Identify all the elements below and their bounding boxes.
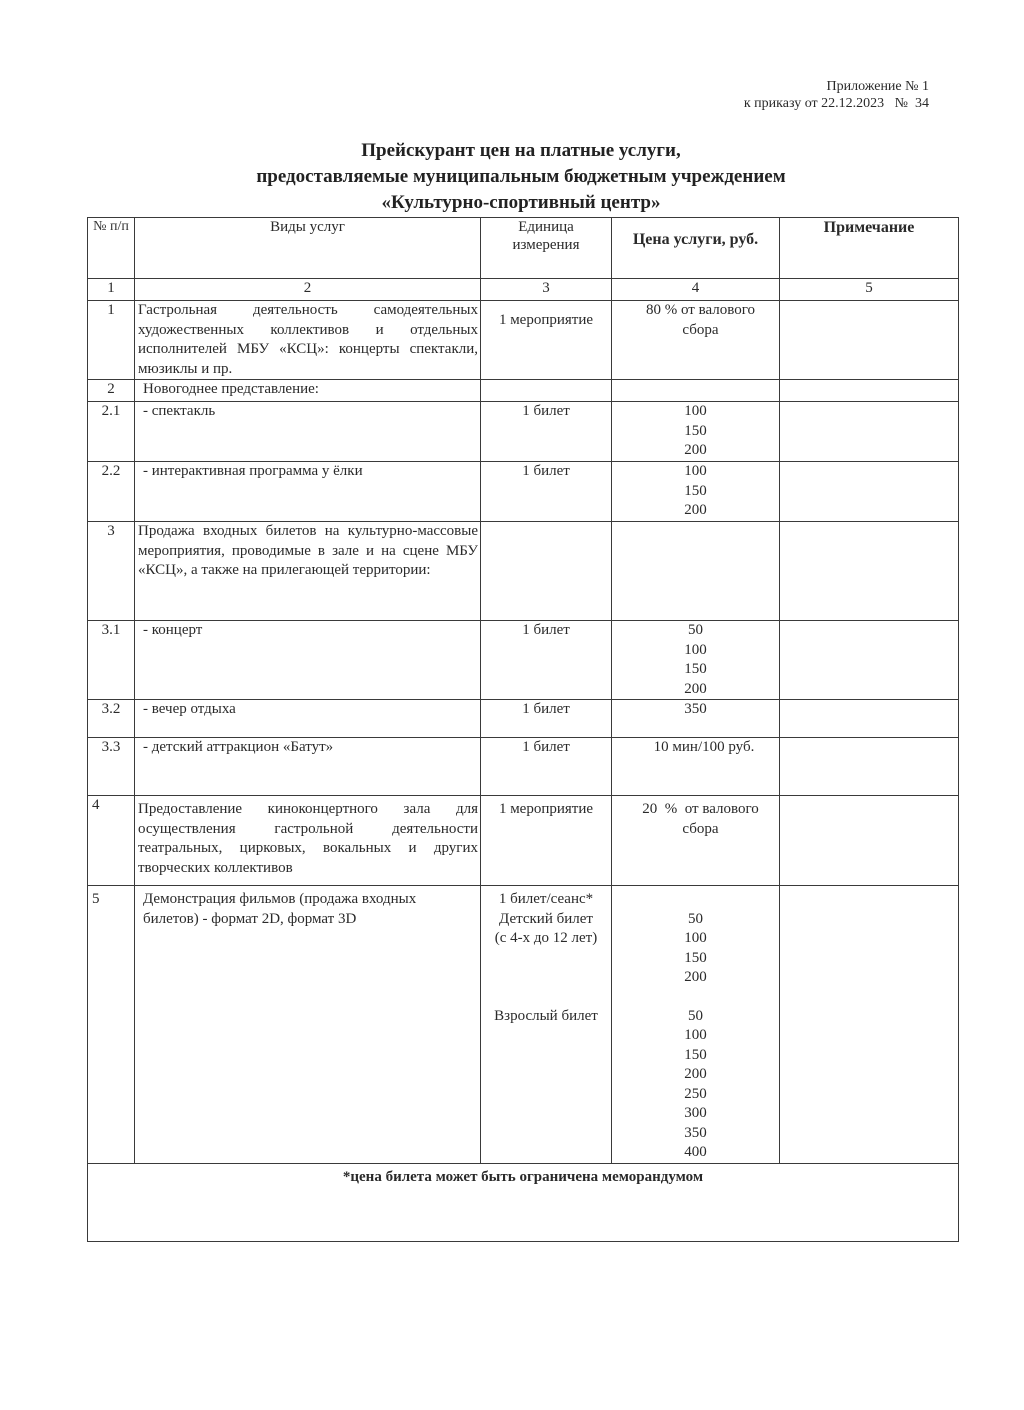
- header-num: № п/п: [88, 218, 135, 279]
- table-row: [88, 402, 959, 462]
- column-number: 2: [135, 279, 481, 301]
- annex-line-2: к приказу от 22.12.2023 № 34: [743, 96, 929, 111]
- row-unit: 1 билет: [481, 402, 612, 462]
- child-price-value: 150: [684, 949, 707, 966]
- column-numbers-row: [88, 279, 959, 301]
- row-service: Гастрольная деятельность самодеятельных художественных коллективов и отдельных исполнителей МБУ «КСЦ»: концерты спектакли, мюзиклы и пр.: [135, 301, 481, 380]
- row-unit: 1 мероприятие: [481, 301, 612, 380]
- price-value: 200: [684, 680, 707, 697]
- table-row: [88, 700, 959, 738]
- row-unit: [481, 522, 612, 621]
- row-price: [612, 522, 780, 621]
- row-num: 2.1: [88, 402, 135, 462]
- price-value: 200: [684, 442, 707, 458]
- row-service: - спектакль: [135, 402, 481, 462]
- row-service: - интерактивная программа у ёлки: [135, 462, 481, 522]
- header-price: Цена услуги, руб.: [612, 218, 780, 279]
- adult-price-value: 50: [688, 1007, 703, 1024]
- price-value: 150: [684, 661, 707, 677]
- row-note: [780, 402, 959, 462]
- row-note: [780, 522, 959, 621]
- row-prices: [612, 402, 780, 462]
- column-number: 4: [612, 279, 780, 301]
- price-value: 350: [684, 701, 707, 717]
- row-unit: 1 билет: [481, 462, 612, 522]
- table-row: [88, 621, 959, 700]
- row-price: 10 мин/100 руб.: [612, 738, 780, 796]
- row-prices: [612, 621, 780, 700]
- table-row: [88, 738, 959, 796]
- header-note: Примечание: [780, 218, 959, 279]
- row-num: 1: [88, 301, 135, 380]
- row-note: [780, 700, 959, 738]
- adult-price-value: 200: [684, 1066, 707, 1082]
- price-value: 50: [688, 622, 703, 638]
- row-service: Новогоднее представление:: [135, 380, 481, 402]
- header-service: Виды услуг: [135, 218, 481, 279]
- price-value: 100: [684, 641, 707, 658]
- price-value: 100: [684, 463, 707, 479]
- row-unit: [481, 380, 612, 402]
- row-num: 4: [88, 796, 135, 886]
- row-num: 3: [88, 522, 135, 621]
- table-row: [88, 796, 959, 886]
- child-price-value: 100: [684, 930, 707, 946]
- row-num: 3.3: [88, 738, 135, 796]
- row-num: 2.2: [88, 462, 135, 522]
- header-row: [88, 218, 959, 279]
- row-price: [612, 380, 780, 402]
- row-price: 20 % от валового сбора: [612, 796, 780, 886]
- column-number: 1: [88, 279, 135, 301]
- row-prices: [612, 886, 780, 1164]
- header-unit: Единица измерения: [481, 218, 612, 279]
- footnote: *цена билета может быть ограничена меморандумом: [88, 1163, 959, 1241]
- price-value: 100: [684, 403, 707, 419]
- adult-price-value: 250: [684, 1085, 707, 1102]
- row-unit: 1 билет: [481, 621, 612, 700]
- row-note: [780, 738, 959, 796]
- row-price: 80 % от валового сбора: [612, 301, 780, 380]
- adult-price-value: 300: [684, 1105, 707, 1121]
- row-service: - вечер отдыха: [135, 700, 481, 738]
- title-line-3: «Культурно-спортивный центр»: [381, 192, 661, 213]
- footnote-row: [88, 1163, 959, 1241]
- child-ticket-label: Детский билет: [499, 910, 593, 927]
- table-row: [88, 522, 959, 621]
- adult-ticket-label: Взрослый билет: [494, 1007, 598, 1024]
- row-service: - концерт: [135, 621, 481, 700]
- price-value: 150: [684, 422, 707, 439]
- row-num: 3.1: [88, 621, 135, 700]
- row-num: 2: [88, 380, 135, 402]
- row-note: [780, 301, 959, 380]
- row-service: Демонстрация фильмов (продажа входных билетов) - формат 2D, формат 3D: [135, 886, 481, 1164]
- title-line-2: предоставляемые муниципальным бюджетным учреждением: [256, 166, 786, 187]
- row-unit: 1 мероприятие: [481, 796, 612, 886]
- row-unit: [481, 886, 612, 1164]
- table-row: [88, 301, 959, 380]
- child-ticket-age: (с 4-х до 12 лет): [494, 930, 598, 946]
- row-unit: 1 билет: [481, 738, 612, 796]
- row-service: Продажа входных билетов на культурно-массовые мероприятия, проводимые в зале и на сцене МБУ «КСЦ», а также на прилегающей территории:: [135, 522, 481, 621]
- adult-price-value: 400: [684, 1144, 707, 1160]
- unit-main: 1 билет/сеанс*: [498, 891, 594, 907]
- table-row: [88, 380, 959, 402]
- child-price-value: 50: [688, 910, 703, 927]
- annex-header: [744, 78, 929, 112]
- column-number: 3: [481, 279, 612, 301]
- adult-price-value: 150: [684, 1046, 707, 1063]
- row-prices: [612, 700, 780, 738]
- table-row: [88, 886, 959, 1164]
- price-value: 150: [684, 482, 707, 499]
- row-service: - детский аттракцион «Батут»: [135, 738, 481, 796]
- row-num: 3.2: [88, 700, 135, 738]
- title-line-1: Прейскурант цен на платные услуги,: [361, 140, 681, 161]
- row-prices: [612, 462, 780, 522]
- row-note: [780, 621, 959, 700]
- annex-line-1: Приложение № 1: [826, 79, 929, 94]
- row-num: 5: [88, 886, 135, 1164]
- adult-price-value: 100: [684, 1027, 707, 1043]
- adult-price-value: 350: [684, 1124, 707, 1141]
- column-number: 5: [780, 279, 959, 301]
- document-title: [0, 138, 1024, 216]
- row-unit: 1 билет: [481, 700, 612, 738]
- row-note: [780, 462, 959, 522]
- table-row: [88, 462, 959, 522]
- row-note: [780, 886, 959, 1164]
- price-table: [87, 217, 959, 1242]
- child-price-value: 200: [684, 969, 707, 985]
- row-service: Предоставление киноконцертного зала для осуществления гастрольной деятельности театральных, цирковых, вокальных и других творческих коллективов: [135, 796, 481, 886]
- price-value: 200: [684, 502, 707, 518]
- row-note: [780, 796, 959, 886]
- row-note: [780, 380, 959, 402]
